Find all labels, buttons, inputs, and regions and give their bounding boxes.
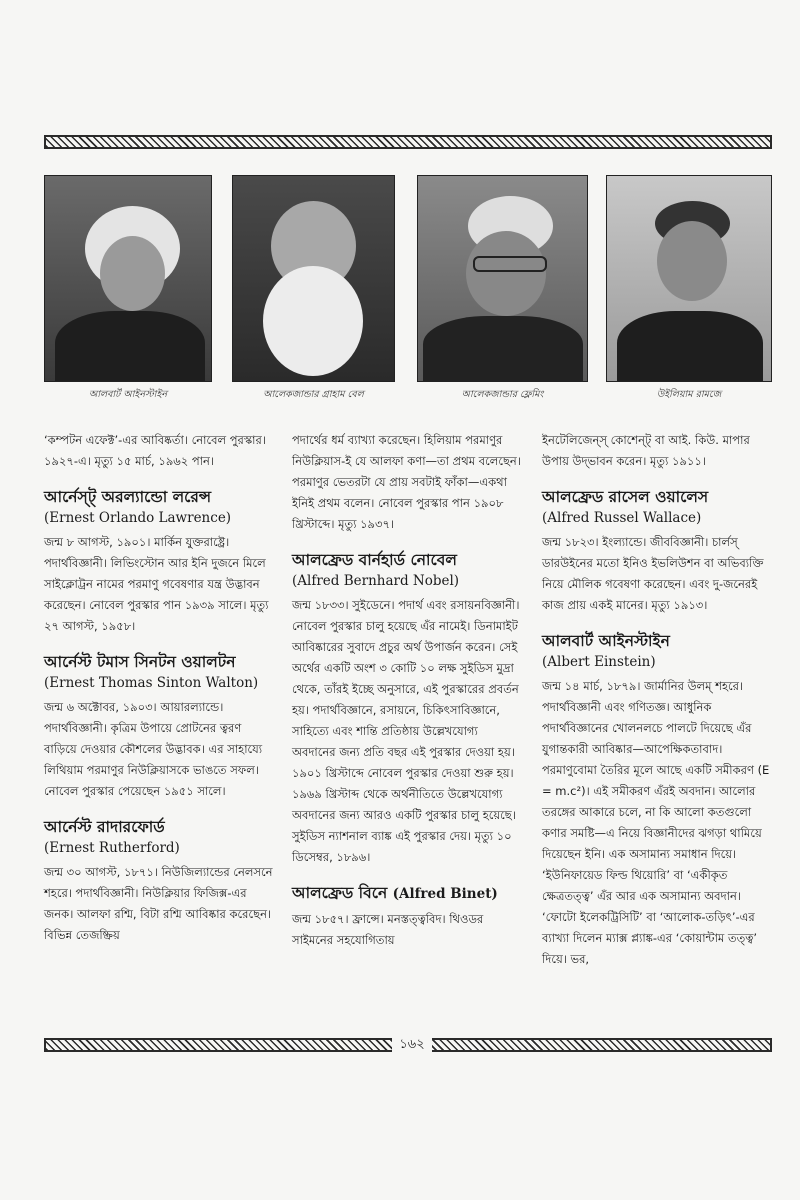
body-rutherford: জন্ম ৩০ আগস্ট, ১৮৭১। নিউজিল্যান্ডের নেলসনে শহরে। পদার্থবিজ্ঞানী। নিউক্লিয়ার ফিজিক্স-এর জনক। আলফা রশ্মি, বিটা রশ্মি আবিষ্কার করেছেন। বিভিন্ন তেজষ্ক্রিয় bbox=[44, 865, 273, 942]
subheading-lawrence: (Ernest Orlando Lawrence) bbox=[44, 510, 232, 526]
heading-binet bbox=[292, 882, 522, 905]
caption-fleming: আলেকজান্ডার ফ্লেমিং bbox=[461, 389, 544, 400]
bell-photo bbox=[232, 175, 395, 382]
subheading-wallace: (Alfred Russel Wallace) bbox=[542, 510, 702, 526]
heading-binet-bengali: আলফ্রেড বিনে bbox=[292, 884, 388, 902]
col1-intro: ‘কম্পটন এফেক্ট’-এর আবিষ্কর্তা। নোবেল পুরস্কার। ১৯২৭-এ। মৃত্যু ১৫ মার্চ, ১৯৬২ পান। bbox=[44, 433, 266, 468]
body-wallace: জন্ম ১৮২৩। ইংল্যান্ডে। জীববিজ্ঞানী। চার্লস্ ডারউইনের মতো ইনিও ইভলিউশন বা অভিব্যক্তি নিয়ে মৌলিক গবেষণা করেছেন। এবং দু-জনেরই কাজ প্রায় একই মানের। মৃত্যু ১৯১৩। bbox=[542, 535, 764, 612]
col3-intro: ইনটেলিজেন্স্ কোশেন্ট্ বা আই. কিউ. মাপার উপায় উদ্‌ভাবন করেন। মৃত্যু ১৯১১। bbox=[542, 433, 750, 468]
subheading-walton: (Ernest Thomas Sinton Walton) bbox=[44, 675, 259, 691]
caption-bell: আলেকজান্ডার গ্রাহাম বেল bbox=[263, 389, 364, 400]
body-nobel: জন্ম ১৮৩৩। সুইডেনে। পদার্থ এবং রসায়নবিজ্ঞানী। নোবেল পুরস্কার চালু হয়েছে এঁর নামেই। ডিনামাইট আবিষ্কারের সুবাদে প্রচুর অর্থ উপার্জন করেন। সেই অর্থের একটি অংশ ৩ কোটি ১০ লক্ষ সুইডিস মুদ্রা থেকে, তাঁরই ইচ্ছে অনুসারে, এই পুরস্কারের প্রবর্তন হয়। পদার্থবিজ্ঞানে, রসায়নে, চিকিৎসাবিজ্ঞানে, সাহিত্যে এবং শান্তি প্রতিষ্ঠায় উল্লেখযোগ্য অবদানের জন্য প্রতি বছর এই পুরস্কার দেওয়া হয়। ১৯০১ খ্রিস্টাব্দে নোবেল পুরস্কার দেওয়া শুরু হয়। ১৯৬৯ খ্রিস্টাব্দ থেকে অর্থনীতিতে উল্লেখযোগ্য অবদানের জন্য আরও একটি পুরস্কার চালু হয়েছে। সুইডিস ন্যাশনাল ব্যাঙ্ক এই পুরস্কার দেয়। মৃত্যু ১০ ডিসেম্বর, ১৮৯৬। bbox=[292, 598, 520, 864]
page-number: ১৬২ bbox=[392, 1034, 432, 1056]
heading-wallace: আলফ্রেড রাসেল ওয়ালেস bbox=[542, 488, 709, 506]
heading-lawrence: আর্নেস্ট্ অরল্যান্ডো লরেন্স bbox=[44, 488, 212, 506]
column-3 bbox=[542, 430, 778, 970]
top-hatch-border bbox=[44, 135, 772, 149]
heading-nobel: আলফ্রেড বার্নহার্ড নোবেল bbox=[292, 551, 457, 569]
col2-intro: পদার্থের ধর্ম ব্যাখ্যা করেছেন। হিলিয়াম পরমাণুর নিউক্লিয়াস-ই যে আলফা কণা—তা প্রথম বলেছেন। পরমাণুর ভেতরটা যে প্রায় সবটাই ফাঁকা—একথা ইনিই প্রথম বলেন। নোবেল পুরস্কার পান ১৯০৮ খ্রিস্টাব্দে। মৃত্যু ১৯৩৭। bbox=[292, 433, 521, 531]
column-2 bbox=[292, 430, 522, 951]
subheading-binet: (Alfred Binet) bbox=[392, 886, 498, 902]
subheading-nobel: (Alfred Bernhard Nobel) bbox=[292, 573, 460, 589]
body-binet: জন্ম ১৮৫৭। ফ্রান্সে। মনস্তত্ত্ববিদ। থিওডর সাইমনের সহযোগিতায় bbox=[292, 912, 484, 947]
heading-einstein: আলবার্ট আইনস্টাইন bbox=[542, 632, 670, 650]
subheading-einstein: (Albert Einstein) bbox=[542, 654, 656, 670]
body-einstein: জন্ম ১৪ মার্চ, ১৮৭৯। জার্মানির উলম্ শহরে। পদার্থবিজ্ঞানী এবং গণিতজ্ঞ। আধুনিক পদার্থবিজ্ঞানের খোলনলচে পালটে দিয়েছে এঁর যুগান্তকারী আবিষ্কার—আপেক্ষিকতাবাদ। পরমাণুবোমা তৈরির মূলে আছে একটি সমীকরণ (E = m.c²)। এই সমীকরণ এঁরই অবদান। আলোর তরঙ্গের আকারে চলে, না কি আলো কতগুলো কণার সমষ্টি—এ নিয়ে বিজ্ঞানীদের ঝগড়া থামিয়ে দিয়েছেন ইনি। এক অসামান্য সমাধান দিয়ে। ‘ইউনিফায়েড ফিল্ড থিয়োরি’ বা ‘একীকৃত ক্ষেত্রতত্ত্ব’ এঁর আর এক অসামান্য অবদান। ‘ফোটো ইলেকট্রিসিটি’ বা ‘আলোক-তড়িৎ’-এর ব্যাখ্যা দিলেন ম্যাক্স প্ল্যাঙ্ক-এর ‘কোয়ান্টাম তত্ত্ব’ দিয়ে। ভর, bbox=[542, 679, 770, 966]
heading-walton: আর্নেস্ট টমাস সিনটন ওয়ালটন bbox=[44, 653, 236, 671]
subheading-rutherford: (Ernest Rutherford) bbox=[44, 840, 180, 856]
fleming-photo bbox=[417, 175, 588, 382]
body-lawrence: জন্ম ৮ আগস্ট, ১৯০১। মার্কিন যুক্তরাষ্ট্রে। পদার্থবিজ্ঞানী। লিভিংস্টোন আর ইনি দুজনে মিলে সাইক্লোট্রন নামের পরমাণু গবেষণার যন্ত্র উদ্ভাবন করেছেন। নোবেল পুরস্কার পান ১৯৩৯ সালে। মৃত্যু ২৭ আগস্ট, ১৯৫৮। bbox=[44, 535, 269, 633]
caption-einstein: আলবার্ট আইনস্টাইন bbox=[88, 389, 168, 400]
ramsay-photo bbox=[606, 175, 772, 382]
caption-ramsay: উইলিয়াম রামজে bbox=[656, 389, 722, 400]
einstein-photo bbox=[44, 175, 212, 382]
column-1 bbox=[44, 430, 274, 946]
heading-rutherford: আর্নেস্ট রাদারফোর্ড bbox=[44, 818, 165, 836]
body-walton: জন্ম ৬ অক্টোবর, ১৯০৩। আয়ারল্যান্ডে। পদার্থবিজ্ঞানী। কৃত্রিম উপায়ে প্রোটনের ত্বরণ বাড়িয়ে দেওয়ার কৌশলের উদ্ভাবক। এর সাহায্যে লিথিয়াম পরমাণুর নিউক্লিয়াসকে ভাঙতে সফল। নোবেল পুরস্কার পেয়েছেন ১৯৫১ সালে। bbox=[44, 700, 263, 798]
